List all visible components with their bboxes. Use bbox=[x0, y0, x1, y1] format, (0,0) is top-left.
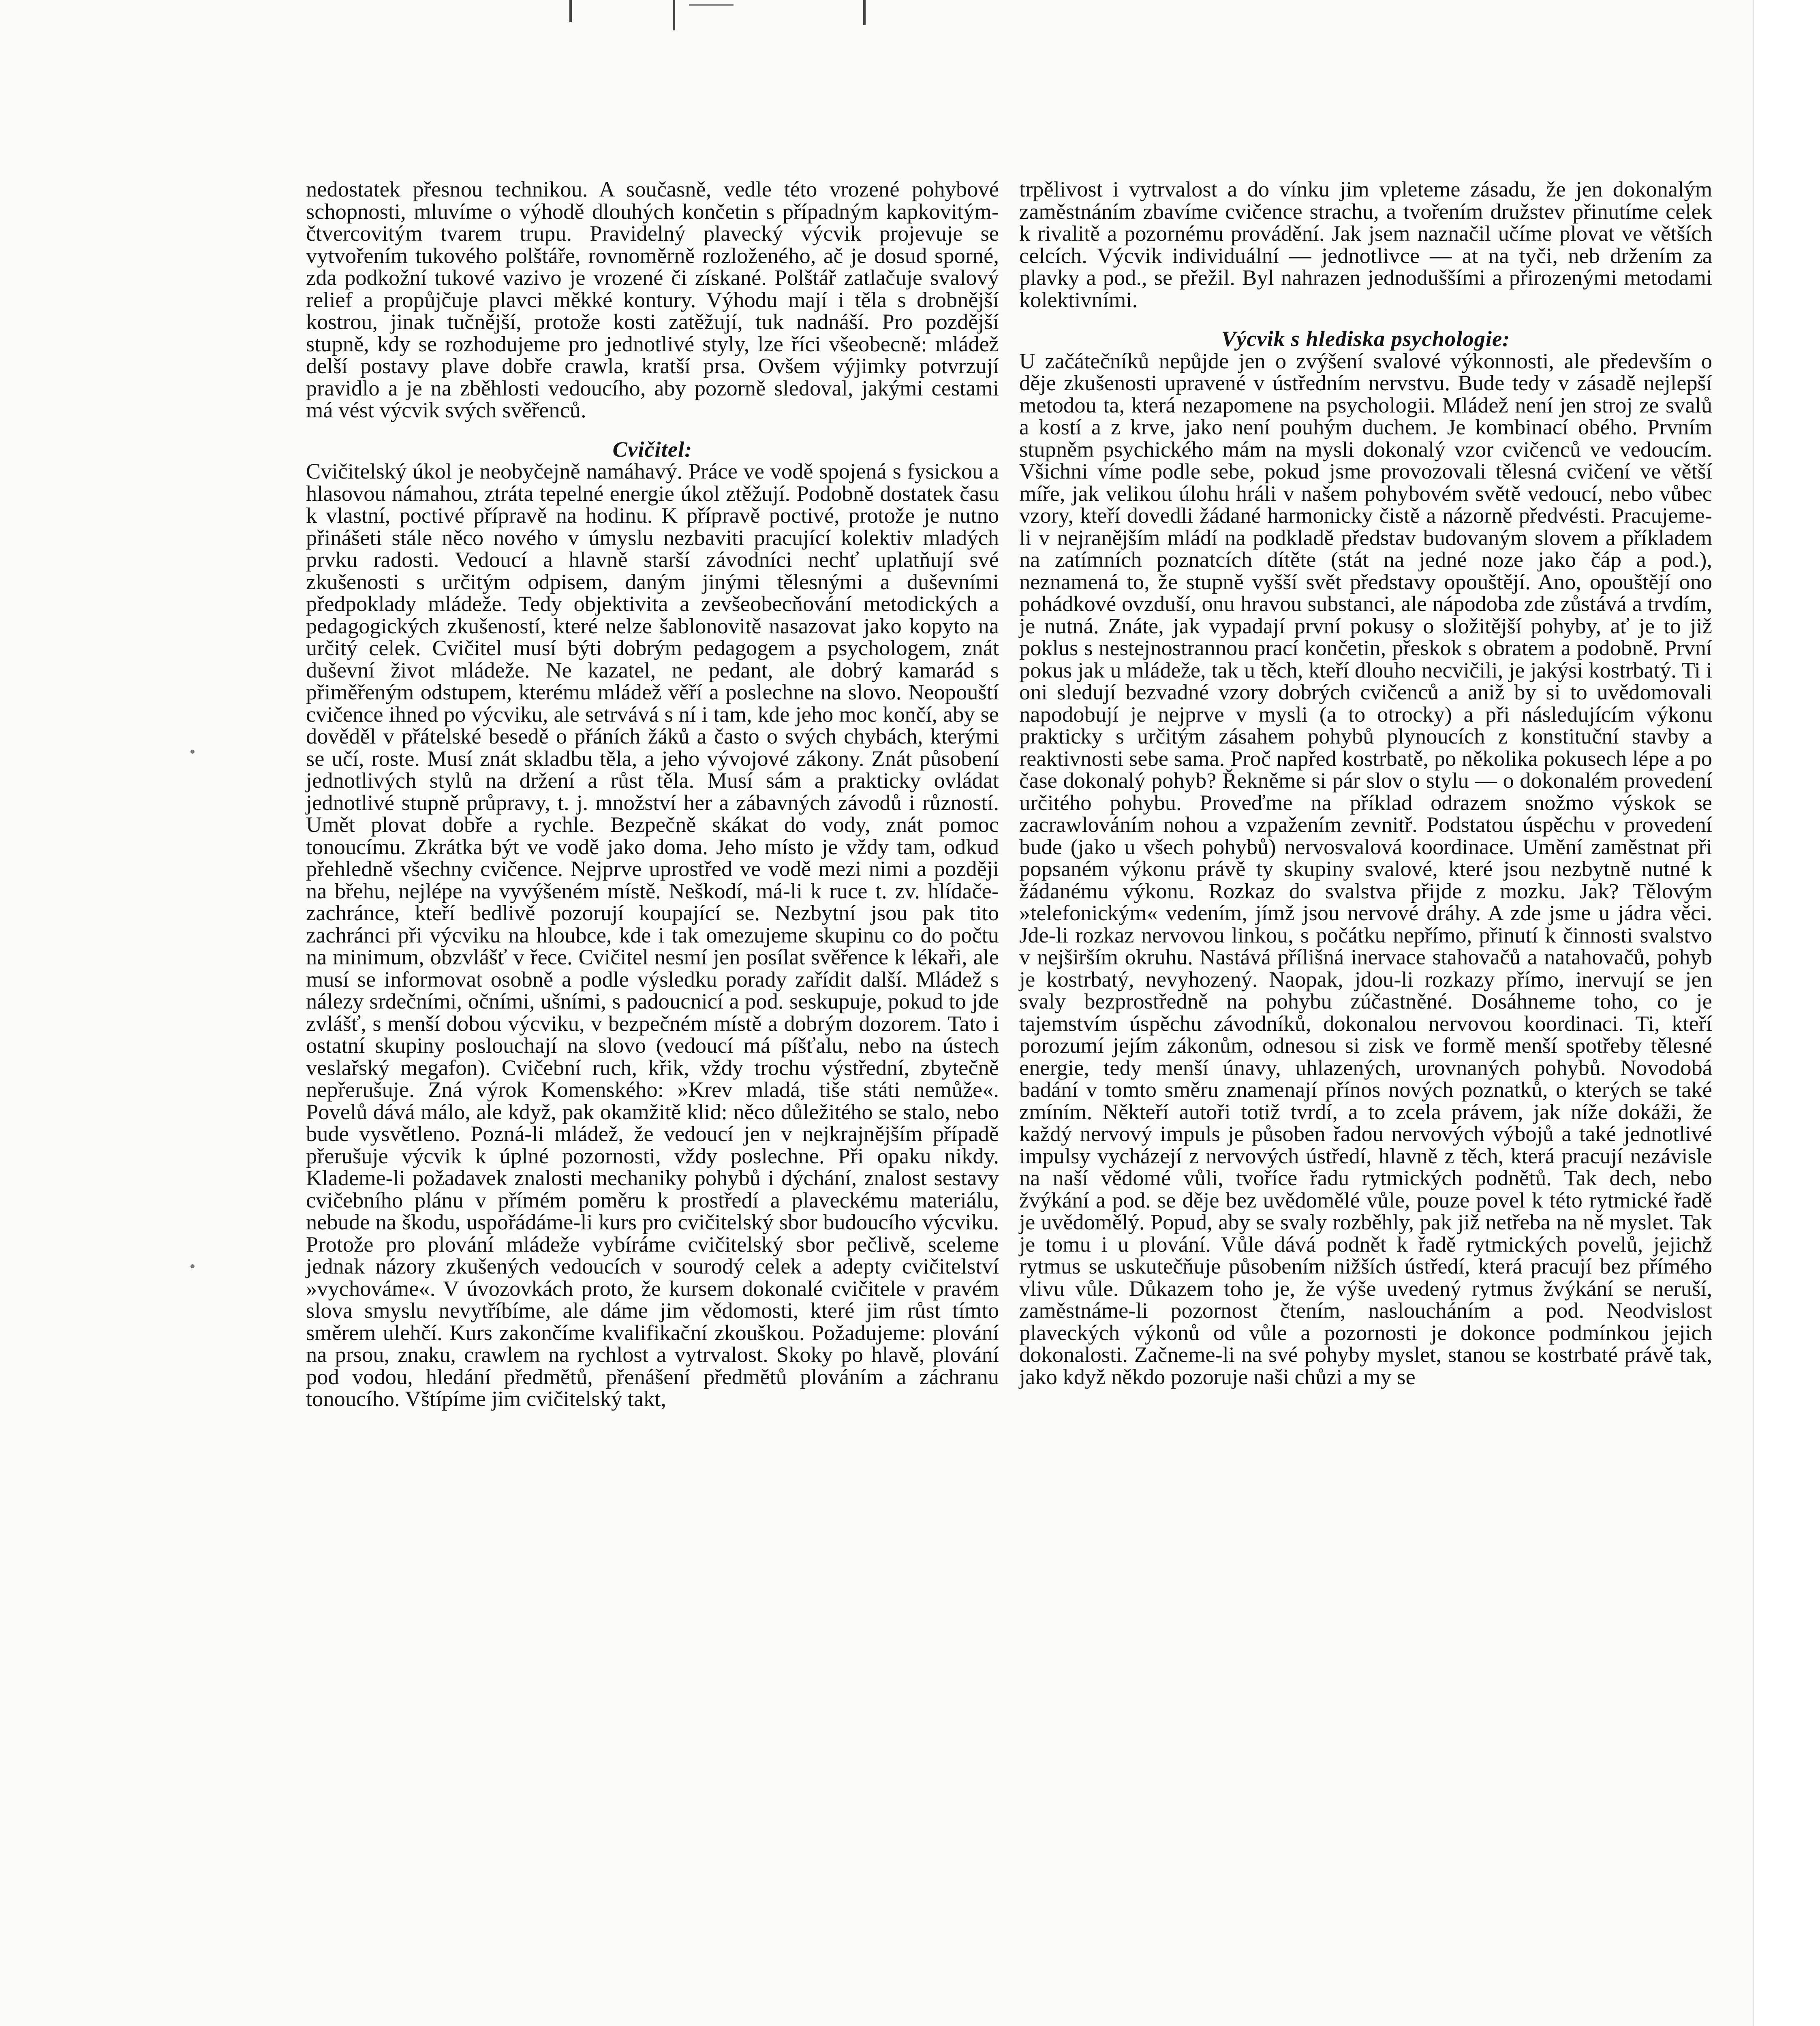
scan-edge bbox=[1753, 0, 1820, 2026]
scan-margin-mark bbox=[689, 4, 734, 6]
scan-margin-mark bbox=[569, 0, 572, 22]
scan-margin-mark bbox=[863, 0, 866, 25]
section-heading: Výcvik s hlediska psychologie: bbox=[1221, 326, 1510, 351]
scan-margin-mark bbox=[673, 0, 675, 30]
binding-hole bbox=[190, 1264, 195, 1268]
paragraph-gap bbox=[1019, 311, 1712, 325]
right-text-column bbox=[1019, 178, 1712, 1388]
body-paragraph: Cvičitelský úkol je neobyčejně namáhavý. Práce ve vodě spojená s fysickou a hlasovou námahou, ztráta tepelné energie úkol ztěžují. Podobně dostatek času k vlastní, poctivé přípravě na hodinu. K přípravě poctivé, protože je nutno přinášeti stále něco nového v úmyslu nezbaviti pracující kolektiv mladých prvku radosti. Vedoucí a hlavně starší závodníci nechť uplatňují své zkušenosti s určitým odpisem, daným jinými tělesnými a duševními předpoklady mládeže. Tedy objektivita a zevšeobecňování metodických a pedagogických zkušeností, které nelze šablonovitě nasazovat jako kopyto na určitý celek. Cvičitel musí býti dobrým pedagogem a psychologem, znát duševní život mládeže. Ne kazatel, ne pedant, ale dobrý kamarád s přiměřeným odstupem, kterému mládež věří a poslechne na slovo. Neopouští cvičence ihned po výcviku, ale setrvává s ní i tam, kde jeho moc končí, aby se dověděl v přátelské besedě o přáních žáků a často o svých chybách, kterými se učí, roste. Musí znát skladbu těla, a jeho vývojové zákony. Znát působení jednotlivých stylů na držení a růst těla. Musí sám a prakticky ovládat jednotlivé stupně průpravy, t. j. množství her a zábavných závodů i růzností. Umět plovat dobře a rychle. Bezpečně skákat do vody, znát pomoc tonoucímu. Zkrátka být ve vodě jako doma. Jeho místo je vždy tam, odkud přehledně všechny cvičence. Nejprve uprostřed ve vodě mezi nimi a později na břehu, nejlépe na vyvýšeném místě. Neškodí, má-li k ruce t. zv. hlídače-zachránce, kteří bedlivě pozorují koupající se. Nezbytní jsou pak tito zachránci při výcviku na hloubce, kde i tak omezujeme skupinu co do počtu na minimum, obzvlášť v řece. Cvičitel nesmí jen posílat svěřence k lékaři, ale musí se informovat osobně a podle výsledku porady zařídit další. Mládež s nálezy srdečními, očními, ušními, s padoucnicí a pod. seskupuje, pokud to jde zvlášť, s menší dobou výcviku, v bezpečném místě a dobrým dozorem. Tato i ostatní skupiny poslouchají na slovo (vedoucí má píšťalu, nebo na ústech veslařský megafon). Cvičební ruch, křik, vždy trochu výstřední, zbytečně nepřerušuje. Zná výrok Komenského: »Krev mladá, tiše státi nemůže«. Povelů dává málo, ale když, pak okamžitě klid: něco důležitého se stalo, nebo bude vysvětleno. Pozná-li mládež, že vedoucí jen v nejkrajnějším případě přerušuje výcvik k úplné pozornosti, vždy poslechne. Při opaku nikdy. Klademe-li požadavek znalosti mechaniky pohybů i dýchání, znalost sestavy cvičebního plánu v přímém poměru k prostředí a plaveckému materiálu, nebude na škodu, uspořádáme-li kurs pro cvičitelský sbor budoucího výcviku. Protože pro plování mládeže vybíráme cvičitelský sbor pečlivě, sceleme jednak názory zkušených vedoucích v sourodý celek a adepty cvičitelství »vychováme«. V úvozovkách proto, že kursem dokonalé cvičitele v pravém slova smyslu nevytříbíme, ale dáme jim vědomosti, které jim růst tímto směrem ulehčí. Kurs zakončíme kvalifikační zkouškou. Požadujeme: plování na prsou, znaku, crawlem na rychlost a vytrvalost. Skoky po hlavě, plování pod vodou, hledání předmětů, přenášení předmětů plováním a záchranu tonoucího. Vštípíme jim cvičitelský takt, bbox=[306, 459, 999, 1411]
body-paragraph: nedostatek přesnou technikou. A současně, vedle této vrozené pohybové schopnosti, mluvíme o výhodě dlouhých končetin s případným kapkovitým-čtvercovitým tvarem trupu. Pravidelný plavecký výcvik projevuje se vytvořením tukového polštáře, rovnoměrně rozloženého, ač je dosud sporné, zda podkožní tukové vazivo je vrozené či získané. Polštář zatlačuje svalový relief a propůjčuje plavci měkké kontury. Výhodu mají i těla s drobnější kostrou, jinak tučnější, protože kosti zatěžují, tuk nadnáší. Pro pozdější stupně, kdy se rozhodujeme pro jednotlivé styly, lze říci všeobecně: mládež delší postavy plave dobře crawla, kratší prsa. Ovšem výjimky potvrzují pravidlo a je na zběhlosti vedoucího, aby pozorně sledoval, jakými cestami má vést výcvik svých svěřenců. bbox=[306, 177, 999, 422]
paragraph-gap bbox=[306, 421, 999, 436]
body-paragraph: U začátečníků nepůjde jen o zvýšení svalové výkonnosti, ale především o děje zkušenosti upravené v ústředním nervstvu. Bude tedy v zásadě nejlepší metodou ta, která nezapomene na psychologii. Mládež není jen stroj ze svalů a kostí a z krve, jako není pouhým duchem. Je kombinací obého. Prvním stupněm psychického mám na mysli dokonalý vzor cvičenců ve vedoucím. Všichni víme podle sebe, pokud jsme provozovali tělesná cvičení ve větší míře, jak velikou úlohu hráli v našem pohybovém světě vedoucí, nebo vůbec vzory, kteří dovedli žádané harmonicky čistě a názorně předvésti. Pracujeme-li v nejranějším mládí na podkladě představ budovaným slovem a příkladem na zatímních poznatcích dítěte (stát na jedné noze jako čáp a pod.), neznamená to, že stupně vyšší svět představy opouštějí. Ano, opouštějí ono pohádkové ovzduší, onu hravou substanci, ale nápodoba zde zůstává a trvdím, je nutná. Znáte, jak vypadají první pokusy o složitější pohyby, ať je to již poklus s nestejnostrannou prací končetin, přeskok s obratem a podobně. První pokus jak u mládeže, tak u těch, kteří dlouho necvičili, je jakýsi kostrbatý. Ti i oni sledují bezvadné vzory dobrých cvičenců a aniž by si to uvědomovali napodobují je nejprve v mysli (a to otrocky) a při následujícím výkonu prakticky s určitým zásahem pohybů plynoucích z konstituční stavby a reaktivnosti sebe sama. Proč napřed kostrbatě, po několika pokusech lépe a po čase dokonalý pohyb? Řekněme si pár slov o stylu — o dokonalém provedení určitého pohybu. Proveďme na příklad odrazem snožmo výskok se zacrawlováním nohou a vzpažením zevnitř. Podstatou úspěchu v provedení bude (jako u všech pohybů) nervosvalová koordinace. Umění zaměstnat při popsaném výkonu právě ty skupiny svalové, které jsou nezbytně nutné k žádanému výkonu. Rozkaz do svalstva přijde z mozku. Jak? Tělovým »telefonickým« vedením, jímž jsou nervové dráhy. A zde jsme u jádra věci. Jde-li rozkaz nervovou linkou, s počátku nepřímo, přinutí k činnosti svalstvo v nejširším okruhu. Nastává přílišná inervace stahovačů a natahovačů, pohyb je kostrbatý, nevyhozený. Naopak, jdou-li rozkazy přímo, inervují se jen svaly bezprostředně na pohybu zúčastněné. Dosáhneme toho, co je tajemstvím úspěchu závodníků, dokonalou nervovou koordinaci. Ti, kteří porozumí jejím zákonům, odnesou si zisk ve formě menší spotřeby tělesné energie, tedy menší únavy, uhlazených, urovnaných pohybů. Novodobá badání v tomto směru znamenají přínos nových poznatků, o kterých se také zmíním. Někteří autoři totiž tvrdí, a to zcela právem, jak níže dokáži, že každý nervový impuls je působen řadou nervových výbojů a také jednotlivé impulsy vycházejí z nervových ústředí, hlavně z těch, která pracují nezávisle na naší vědomé vůli, tvoříce řadu rytmických podnětů. Tak dech, nebo žvýkání a pod. se děje bez uvědomělé vůle, pouze povel k této rytmické řadě je uvědomělý. Popud, aby se svaly rozběhly, pak již netřeba na ně myslet. Tak je tomu i u plování. Vůle dává podnět k řadě rytmických povelů, jejichž rytmus se uskutečňuje působením nižších ústředí, která pracují bez přímého vlivu vůle. Důkazem toho je, že výše uvedený rytmus žvýkání se neruší, zaměstnáme-li pozornost čtením, nasloucháním a pod. Neodvislost plaveckých výkonů od vůle a pozornosti je dokonce podmínkou jejich dokonalosti. Začneme-li na své pohyby myslet, stanou se kostrbaté právě tak, jako když někdo pozoruje naši chůzi a my se bbox=[1019, 348, 1712, 1389]
left-text-column bbox=[306, 178, 999, 1410]
section-heading: Cvičitel: bbox=[612, 436, 693, 462]
binding-hole bbox=[190, 750, 195, 754]
body-paragraph: trpělivost i vytrvalost a do vínku jim vpleteme zásadu, že jen dokonalým zaměstnáním zbavíme cvičence strachu, a tvořením družstev přinutíme celek k rivalitě a pozornému provádění. Jak jsem naznačil učíme plovat ve větších celcích. Výcvik individuální — jednotlivce — at na tyči, neb držením za plavky a pod., se přežil. Byl nahrazen jednoduššími a přirozenými metodami kolektivními. bbox=[1019, 177, 1712, 312]
